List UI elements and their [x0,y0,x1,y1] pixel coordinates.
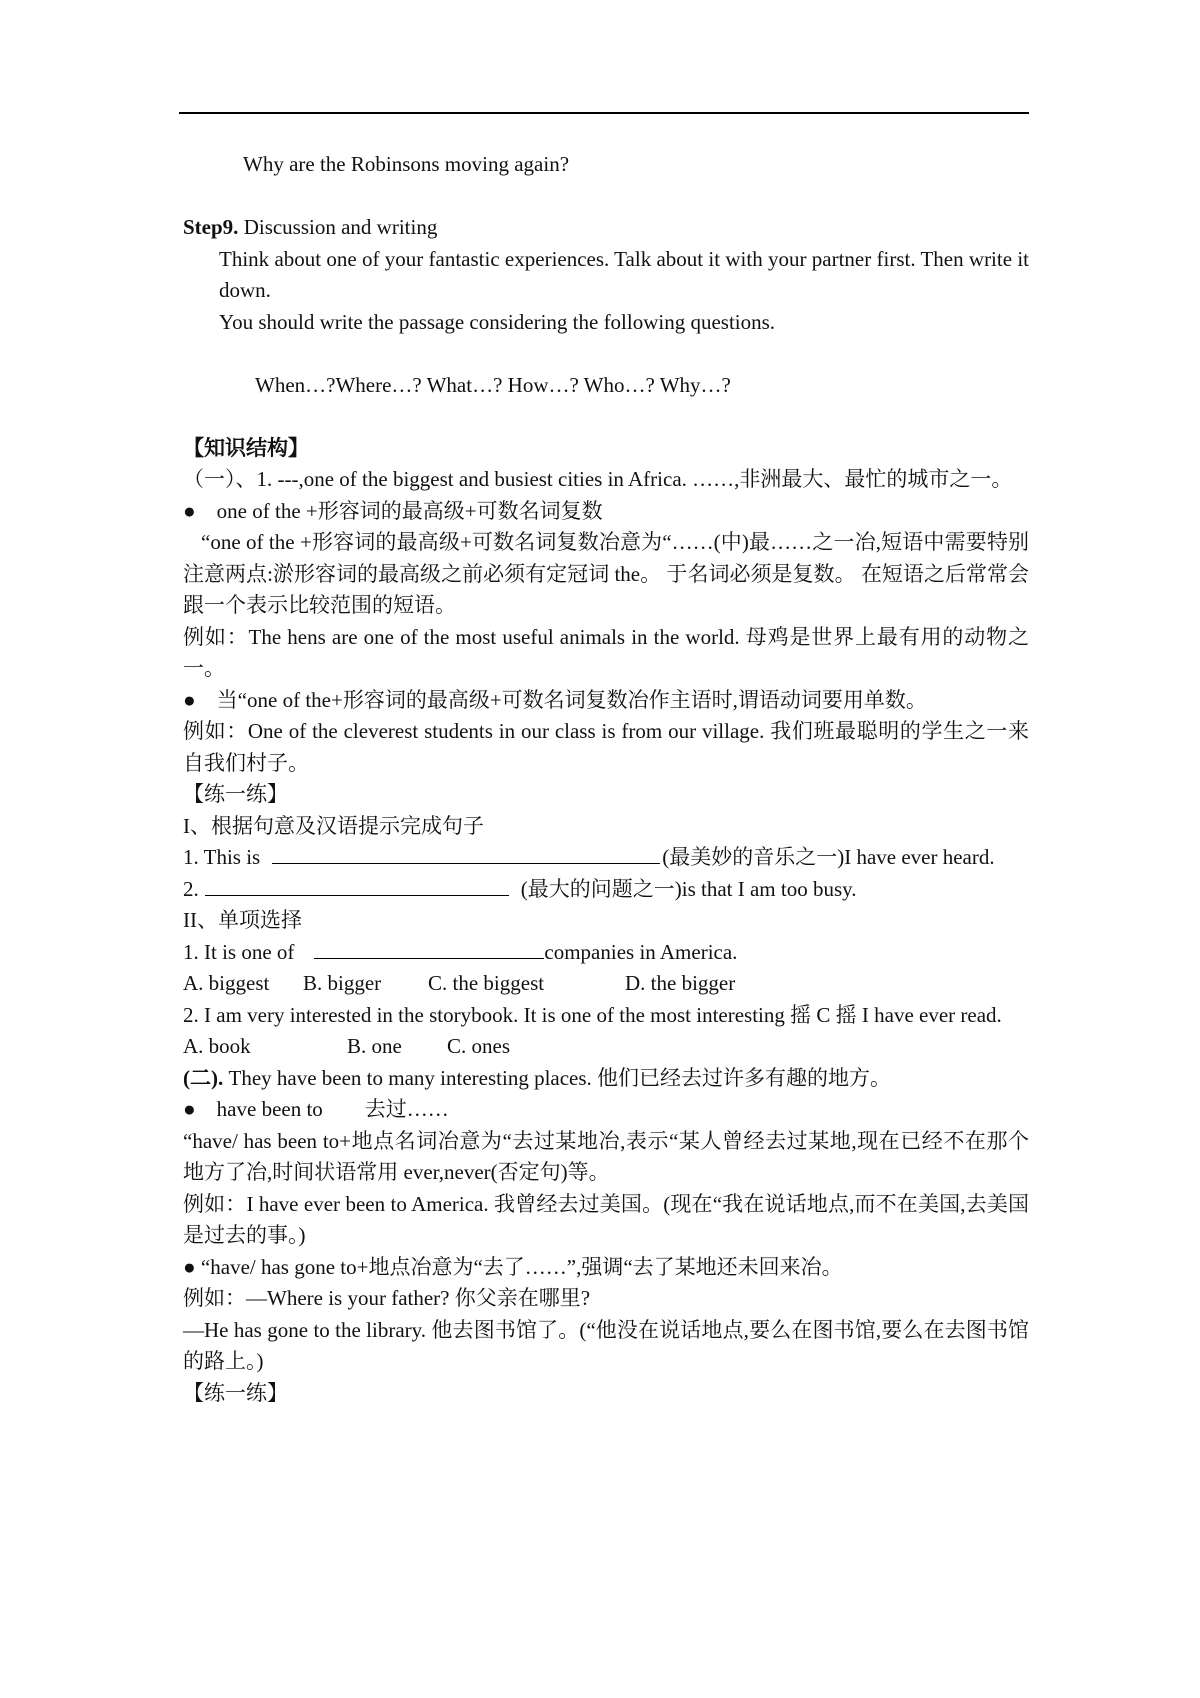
section2-example-1: 例如：I have ever been to America. 我曾经去过美国。(现在“我在说话地点,而不在美国,去美国是过去的事。) [183,1191,1029,1247]
option-d[interactable]: D. the bigger [625,971,736,995]
practice-heading-2: 【练一练】 [183,1380,288,1405]
section2-bullet: ● have been to 去过…… [183,1097,449,1121]
document-body [183,149,1029,1409]
section2-bullet-2: ● “have/ has gone to+地点冶意为“去了……”,强调“去了某地还未回来冶。 [183,1254,843,1279]
section2-explanation: “have/ has been to+地点名词冶意为“去过某地冶,表示“某人曾经去过某地,现在已经不在那个地方了冶,时间状语常用 ever,never(否定句)等。 [183,1128,1029,1184]
option-c[interactable]: C. ones [447,1034,510,1058]
practice-II-item-2: 2. I am very interested in the storybook. It is one of the most interesting 摇 C 摇 I have ever read. [183,1002,1002,1027]
step9-paragraph-2: You should write the passage considering the following questions. [219,309,776,334]
option-c[interactable]: C. the biggest [428,971,545,995]
section1-explanation: “one of the +形容词的最高级+可数名词复数冶意为“……(中)最……之一冶,短语中需要特别注意两点:淤形容词的最高级之前必须有定冠词 the。 于名词必须是复数。 在短语之后常常会跟一个表示比较范围的短语。 [183,530,1029,617]
practice-II-item-1-options [183,968,1029,1000]
option-a[interactable]: A. book [183,1034,251,1058]
section1-example-1: 例如：The hens are one of the most useful animals in the world. 母鸡是世界上最有用的动物之一。 [183,624,1029,680]
section1-bullet: ● one of the +形容词的最高级+可数名词复数 [183,498,603,523]
practice-heading: 【练一练】 [183,782,288,806]
practice-II-instructions: II、单项选择 [183,908,302,932]
answer-blank[interactable] [205,875,509,896]
practice-I-instructions: I、根据句意及汉语提示完成句子 [183,813,484,838]
practice-I-item-2: 2. (最大的问题之一)is that I am too busy. [183,876,857,901]
option-b[interactable]: B. one [347,1034,402,1058]
step9-heading [183,212,1029,244]
practice-I-item-1: 1. This is (最美妙的音乐之一)I have ever heard. [183,845,995,869]
answer-blank[interactable] [272,843,660,864]
question-line: Why are the Robinsons moving again? [243,152,570,176]
section1-bullet-2: ● 当“one of the+形容词的最高级+可数名词复数冶作主语时,谓语动词要用单数。 [183,687,927,712]
section2-example-2a: 例如：—Where is your father? 你父亲在哪里? [183,1286,591,1310]
top-rule [179,112,1029,114]
knowledge-heading: 【知识结构】 [183,435,309,460]
option-a[interactable]: A. biggest [183,971,270,995]
option-b[interactable]: B. bigger [303,971,382,995]
section2-example-2b: —He has gone to the library. 他去图书馆了。(“他没在说话地点,要么在图书馆,要么在去图书馆的路上。) [183,1317,1029,1373]
practice-II-item-1: 1. It is one of companies in America. [183,939,738,964]
step9-label: Step9. [183,215,239,239]
section2-title: (二). They have been to many interesting places. 他们已经去过许多有趣的地方。 [183,1065,892,1090]
section1-title: （一）、1. ---,one of the biggest and busiest cities in Africa. ……,非洲最大、最忙的城市之一。 [183,467,1013,491]
step9-title: Discussion and writing [243,215,438,239]
answer-blank[interactable] [314,938,544,959]
step9-questions: When…?Where…? What…? How…? Who…? Why…? [255,372,731,397]
section1-example-2: 例如：One of the cleverest students in our class is from our village. 我们班最聪明的学生之一来自我们村子。 [183,719,1029,775]
practice-II-item-2-options [183,1031,1029,1063]
step9-paragraph-1: Think about one of your fantastic experiences. Talk about it with your partner first. Then write it down. [219,246,1029,302]
